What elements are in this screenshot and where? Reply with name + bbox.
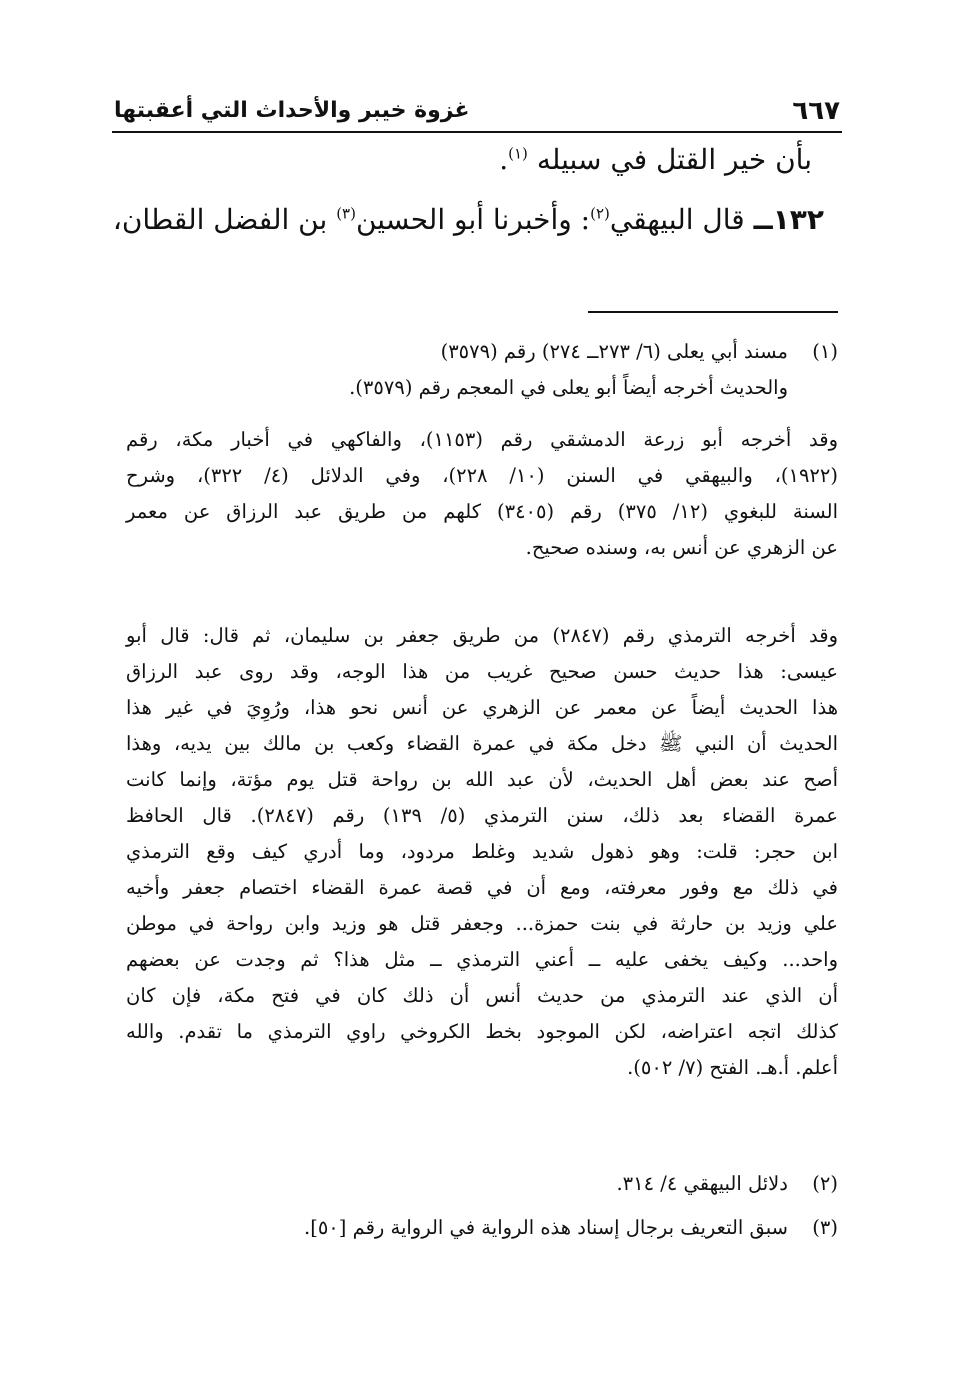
footnote-3-text: سبق التعريف برجال إسناد هذه الرواية في الرواية رقم [٥٠]. xyxy=(304,1216,788,1239)
footnote-1-p3-line-1: وقد أخرجه الترمذي رقم (٢٨٤٧) من طريق جعفر بن سليمان، ثم قال: قال أبو xyxy=(126,624,839,647)
main-line1-end: . xyxy=(499,143,509,176)
running-title: غزوة خيبر والأحداث التي أعقبتها xyxy=(114,98,470,123)
footnote-ref-1: (١) xyxy=(508,144,528,163)
footnote-1-p3-line-9: علي وزيد بن حارثة في بنت حمزة... وجعفر قتل هو وزيد وابن رواحة في موطن xyxy=(126,912,838,935)
main-line1-text: بأن خير القتل في سبيله xyxy=(536,143,812,176)
main-text-line-2 xyxy=(112,200,824,240)
footnote-1-paragraph-3 xyxy=(126,618,838,1086)
page-header xyxy=(112,92,842,132)
footnote-1-p3-line-3: هذا الحديث أيضاً عن معمر عن الزهري عن أنس نحو هذا، ورُوِيَ في غير هذا xyxy=(126,696,838,719)
footnote-1-p3-line-10: واحد... وكيف يخفى عليه ــ أعني الترمذي ــ مثل هذا؟ ثم وجدت عن بعضهم xyxy=(126,948,838,971)
footnote-1-p3-line-13: أعلم. أ.هـ. الفتح (٧/ ٥٠٢). xyxy=(627,1056,838,1079)
footnote-ref-2: (٢) xyxy=(590,204,610,223)
footnote-3-marker: (٣) xyxy=(812,1216,838,1239)
footnote-1-p3-line-8: في ذلك مع وفور معرفته، ومع أن في قصة عمرة القضاء اختصام جعفر وأخيه xyxy=(126,876,838,899)
footnote-ref-3: (٣) xyxy=(336,204,356,223)
footnote-1-p3-line-12: كذلك اتجه اعتراضه، لكن الموجود بخط الكروخي راوي الترمذي ما تقدم. والله xyxy=(126,1020,838,1043)
footnote-1-marker: (١) xyxy=(812,340,838,363)
main-line2-part3: بن الفضل القطان، xyxy=(112,203,328,236)
footnote-1-p3-line-7: ابن حجر: قلت: وهو ذهول شديد وغلط مردود، وما أدري كيف وقع الترمذي xyxy=(126,840,838,863)
main-line2-part2: : وأخبرنا أبو الحسين xyxy=(355,203,591,236)
footnote-1-p2-line-4: عن الزهري عن أنس به، وسنده صحيح. xyxy=(525,536,838,559)
footnote-1-line-2: والحديث أخرجه أيضاً أبو يعلى في المعجم رقم (٣٥٧٩). xyxy=(349,376,788,399)
footnote-separator xyxy=(588,311,838,313)
hadith-number: ١٣٢ــ xyxy=(753,203,824,236)
footnote-1-intro xyxy=(128,334,788,406)
footnote-1-p3-line-2: عيسى: هذا حديث حسن صحيح غريب من هذا الوجه، وقد روى عبد الرزاق xyxy=(126,660,838,683)
footnote-1-p3-line-6: عمرة القضاء بعد ذلك، سنن الترمذي (٥/ ١٣٩) رقم (٢٨٤٧). قال الحافظ xyxy=(126,804,838,827)
main-text-line-1 xyxy=(112,140,812,180)
footnote-1-p2-line-3: السنة للبغوي (١٢/ ٣٧٥) رقم (٣٤٠٥) كلهم من طريق عبد الرزاق عن معمر xyxy=(126,500,838,523)
footnote-2-text: دلائل البيهقي ٤/ ٣١٤. xyxy=(616,1172,788,1195)
footnote-2 xyxy=(128,1166,788,1202)
footnote-1-line-1: مسند أبي يعلى (٦/ ٢٧٣ــ ٢٧٤) رقم (٣٥٧٩) xyxy=(440,340,788,363)
footnote-3 xyxy=(128,1210,788,1246)
footnote-2-marker: (٢) xyxy=(812,1172,838,1195)
footnote-1-p2-line-2: (١٩٢٢)، والبيهقي في السنن (١٠/ ٢٢٨)، وفي الدلائل (٤/ ٣٢٢)، وشرح xyxy=(126,464,838,487)
footnote-1-p3-line-11: أن الذي عند الترمذي من حديث أنس أن ذلك كان في فتح مكة، فإن كان xyxy=(126,984,838,1007)
footnote-1-p3-line-4: الحديث أن النبي ﷺ دخل مكة في عمرة القضاء وكعب بن مالك بين يديه، وهذا xyxy=(126,732,838,755)
main-line2-part1: قال البيهقي xyxy=(609,203,745,236)
header-rule xyxy=(112,131,842,133)
footnote-1-paragraph-2 xyxy=(126,422,838,566)
footnote-1-p3-line-5: أصح عند بعض أهل الحديث، لأن عبد الله بن رواحة قتل يوم مؤتة، وإنما كانت xyxy=(126,768,838,791)
footnote-1-p2-line-1: وقد أخرجه أبو زرعة الدمشقي رقم (١١٥٣)، والفاكهي في أخبار مكة، رقم xyxy=(126,428,838,451)
page-number: ٦٦٧ xyxy=(792,96,840,126)
